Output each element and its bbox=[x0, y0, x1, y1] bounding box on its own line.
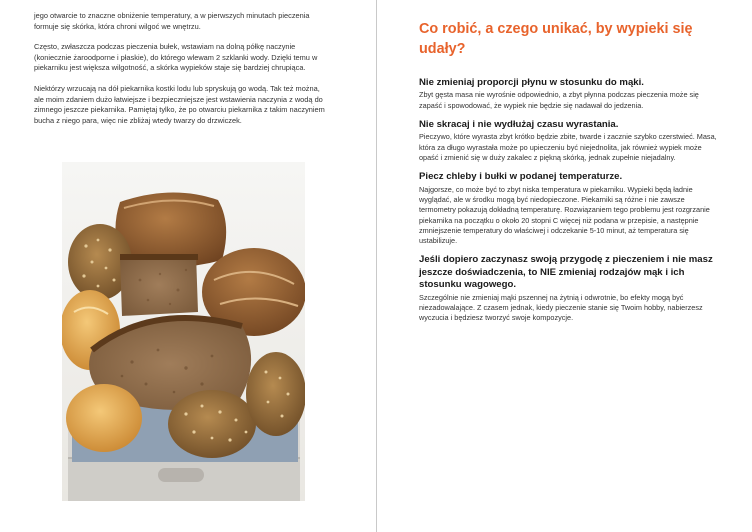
tip-body: Najgorsze, co może być to zbyt niska temperatura w piekarniku. Wypieki będą ładnie wyglądać, ale w środku mogą być niedopieczone. Piekarniki są różne i nie zawsze termometry pokazują dokładną temperaturę. Rozwiązaniem tego problemu jest rozgrzanie piekarnika na początku o około 20 stopni C więcej niż podana w przepisie, a następnie zmniejszenie temperatury do właściwej i odczekanie 5-10 minut, aż temperatura się ustabilizuje. bbox=[419, 184, 710, 246]
right-page-content bbox=[419, 20, 719, 332]
left-paragraph-2: Często, zwłaszcza podczas pieczenia bułek, wstawiam na dolną półkę naczynie (koniecznie żaroodporne i płaskie), do którego wlewam 2 szklanki wody. Dzięki temu w piekarniku jest większa wilgotność, a skórka wypieków staje się bardziej chrupiąca. bbox=[34, 42, 318, 73]
tip-title: Piecz chleby i bułki w podanej temperaturze. bbox=[419, 171, 623, 183]
tip-section bbox=[419, 254, 719, 323]
tip-body: Pieczywo, które wyrasta zbyt krótko będzie zbite, twarde i zacznie szybko czerstwieć. Masa, która za długo wyrastała może po upieczeniu być niejednolita, jak również wypiek może opaść i zmienić się w duży zakalec z piękną skórką, jednak zupełnie niejadalny. bbox=[419, 132, 717, 162]
tip-body: Zbyt gęsta masa nie wyrośnie odpowiednio, a zbyt płynna podczas pieczenia może się zapaść i spowodować, że wypiek nie będzie się nadawał do jedzenia. bbox=[419, 90, 699, 110]
tip-section bbox=[419, 77, 719, 111]
page-heading: Co robić, a czego unikać, by wypieki się udały? bbox=[419, 21, 693, 57]
tip-body: Szczególnie nie zmieniaj mąki pszennej na żytnią i odwrotnie, bo efekty mogą być niezadowalające. Z czasem jednak, kiedy pieczenie stanie się Twoim hobby, nabierzesz wyczucia i będziesz tworzyć swoje kompozycje. bbox=[419, 292, 703, 323]
left-paragraph-3: Niektórzy wrzucają na dół piekarnika kostki lodu lub spryskują go wodą. Tak też można, ale moim zdaniem dużo łatwiejsze i bezpieczniejsze jest wstawienia naczynia z wodą do zimnego jeszcze piekarnika. Pamiętaj tylko, że po otwarciu piekarnika z takim naczyniem bucha z niego para, więc nie zbliżaj wtedy twarzy do drzwiczek. bbox=[34, 83, 325, 125]
left-page-text bbox=[34, 11, 329, 136]
tip-title: Jeśli dopiero zaczynasz swoją przygodę z pieczeniem i nie masz jeszcze doświadczenia, to NIE zmieniaj rodzajów mąk i ich stosunku wagowego. bbox=[419, 254, 713, 291]
tip-title: Nie skracaj i nie wydłużaj czasu wyrastania. bbox=[419, 119, 619, 130]
tip-title: Nie zmieniaj proporcji płynu w stosunku do mąki. bbox=[419, 77, 644, 88]
bread-photo bbox=[62, 162, 305, 501]
tip-section bbox=[419, 119, 719, 163]
left-paragraph-1: jego otwarcie to znaczne obniżenie temperatury, a w pierwszych minutach pieczenia formuje się skórka, która chroni wilgoć we wnętrzu. bbox=[34, 11, 310, 31]
right-page bbox=[377, 0, 752, 532]
tip-section bbox=[419, 171, 719, 246]
